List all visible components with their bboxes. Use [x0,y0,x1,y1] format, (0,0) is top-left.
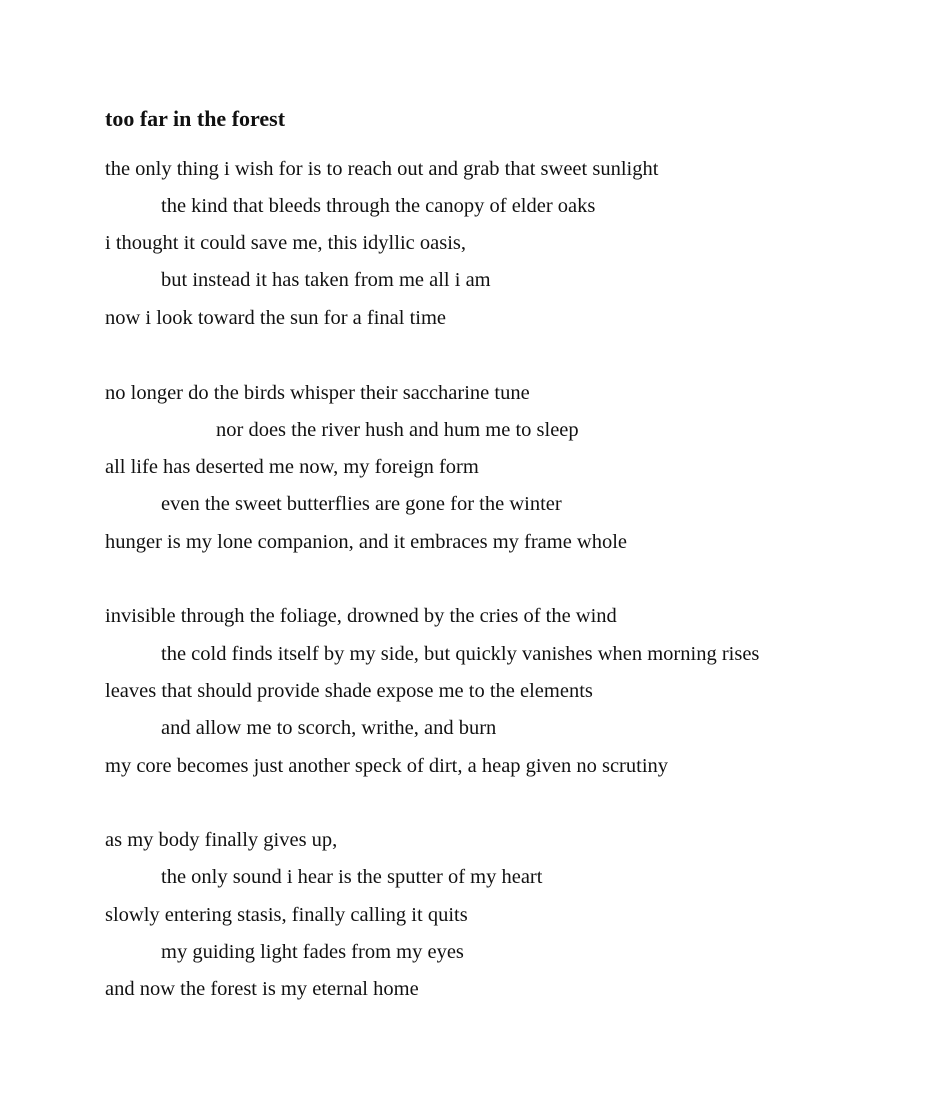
poem-line: the only sound i hear is the sputter of my heart [161,866,543,888]
poem-line: invisible through the foliage, drowned by the cries of the wind [105,605,617,627]
poem-line: as my body finally gives up, [105,829,338,851]
poem-line: even the sweet butterflies are gone for the winter [161,493,562,515]
poem-line: and now the forest is my eternal home [105,978,419,1000]
poem-line: the only thing i wish for is to reach out and grab that sweet sunlight [105,158,659,180]
poem-line: i thought it could save me, this idyllic oasis, [105,232,466,254]
poem-line: the cold finds itself by my side, but quickly vanishes when morning rises [161,643,760,665]
poem-line: my guiding light fades from my eyes [161,941,464,963]
poem-line: and allow me to scorch, writhe, and burn [161,717,497,739]
poem-line: now i look toward the sun for a final time [105,307,447,329]
poem-line: nor does the river hush and hum me to sleep [216,419,579,441]
poem-line: the kind that bleeds through the canopy of elder oaks [161,195,596,217]
poem-line: no longer do the birds whisper their saccharine tune [105,382,530,404]
poem-line: hunger is my lone companion, and it embraces my frame whole [105,531,628,553]
poem-line: my core becomes just another speck of dirt, a heap given no scrutiny [105,755,669,777]
poem-title: too far in the forest [105,106,286,131]
poem-line: slowly entering stasis, finally calling it quits [105,904,468,926]
poem-line: but instead it has taken from me all i am [161,269,491,291]
poem-line: leaves that should provide shade expose me to the elements [105,680,593,702]
poem-line: all life has deserted me now, my foreign form [105,456,479,478]
